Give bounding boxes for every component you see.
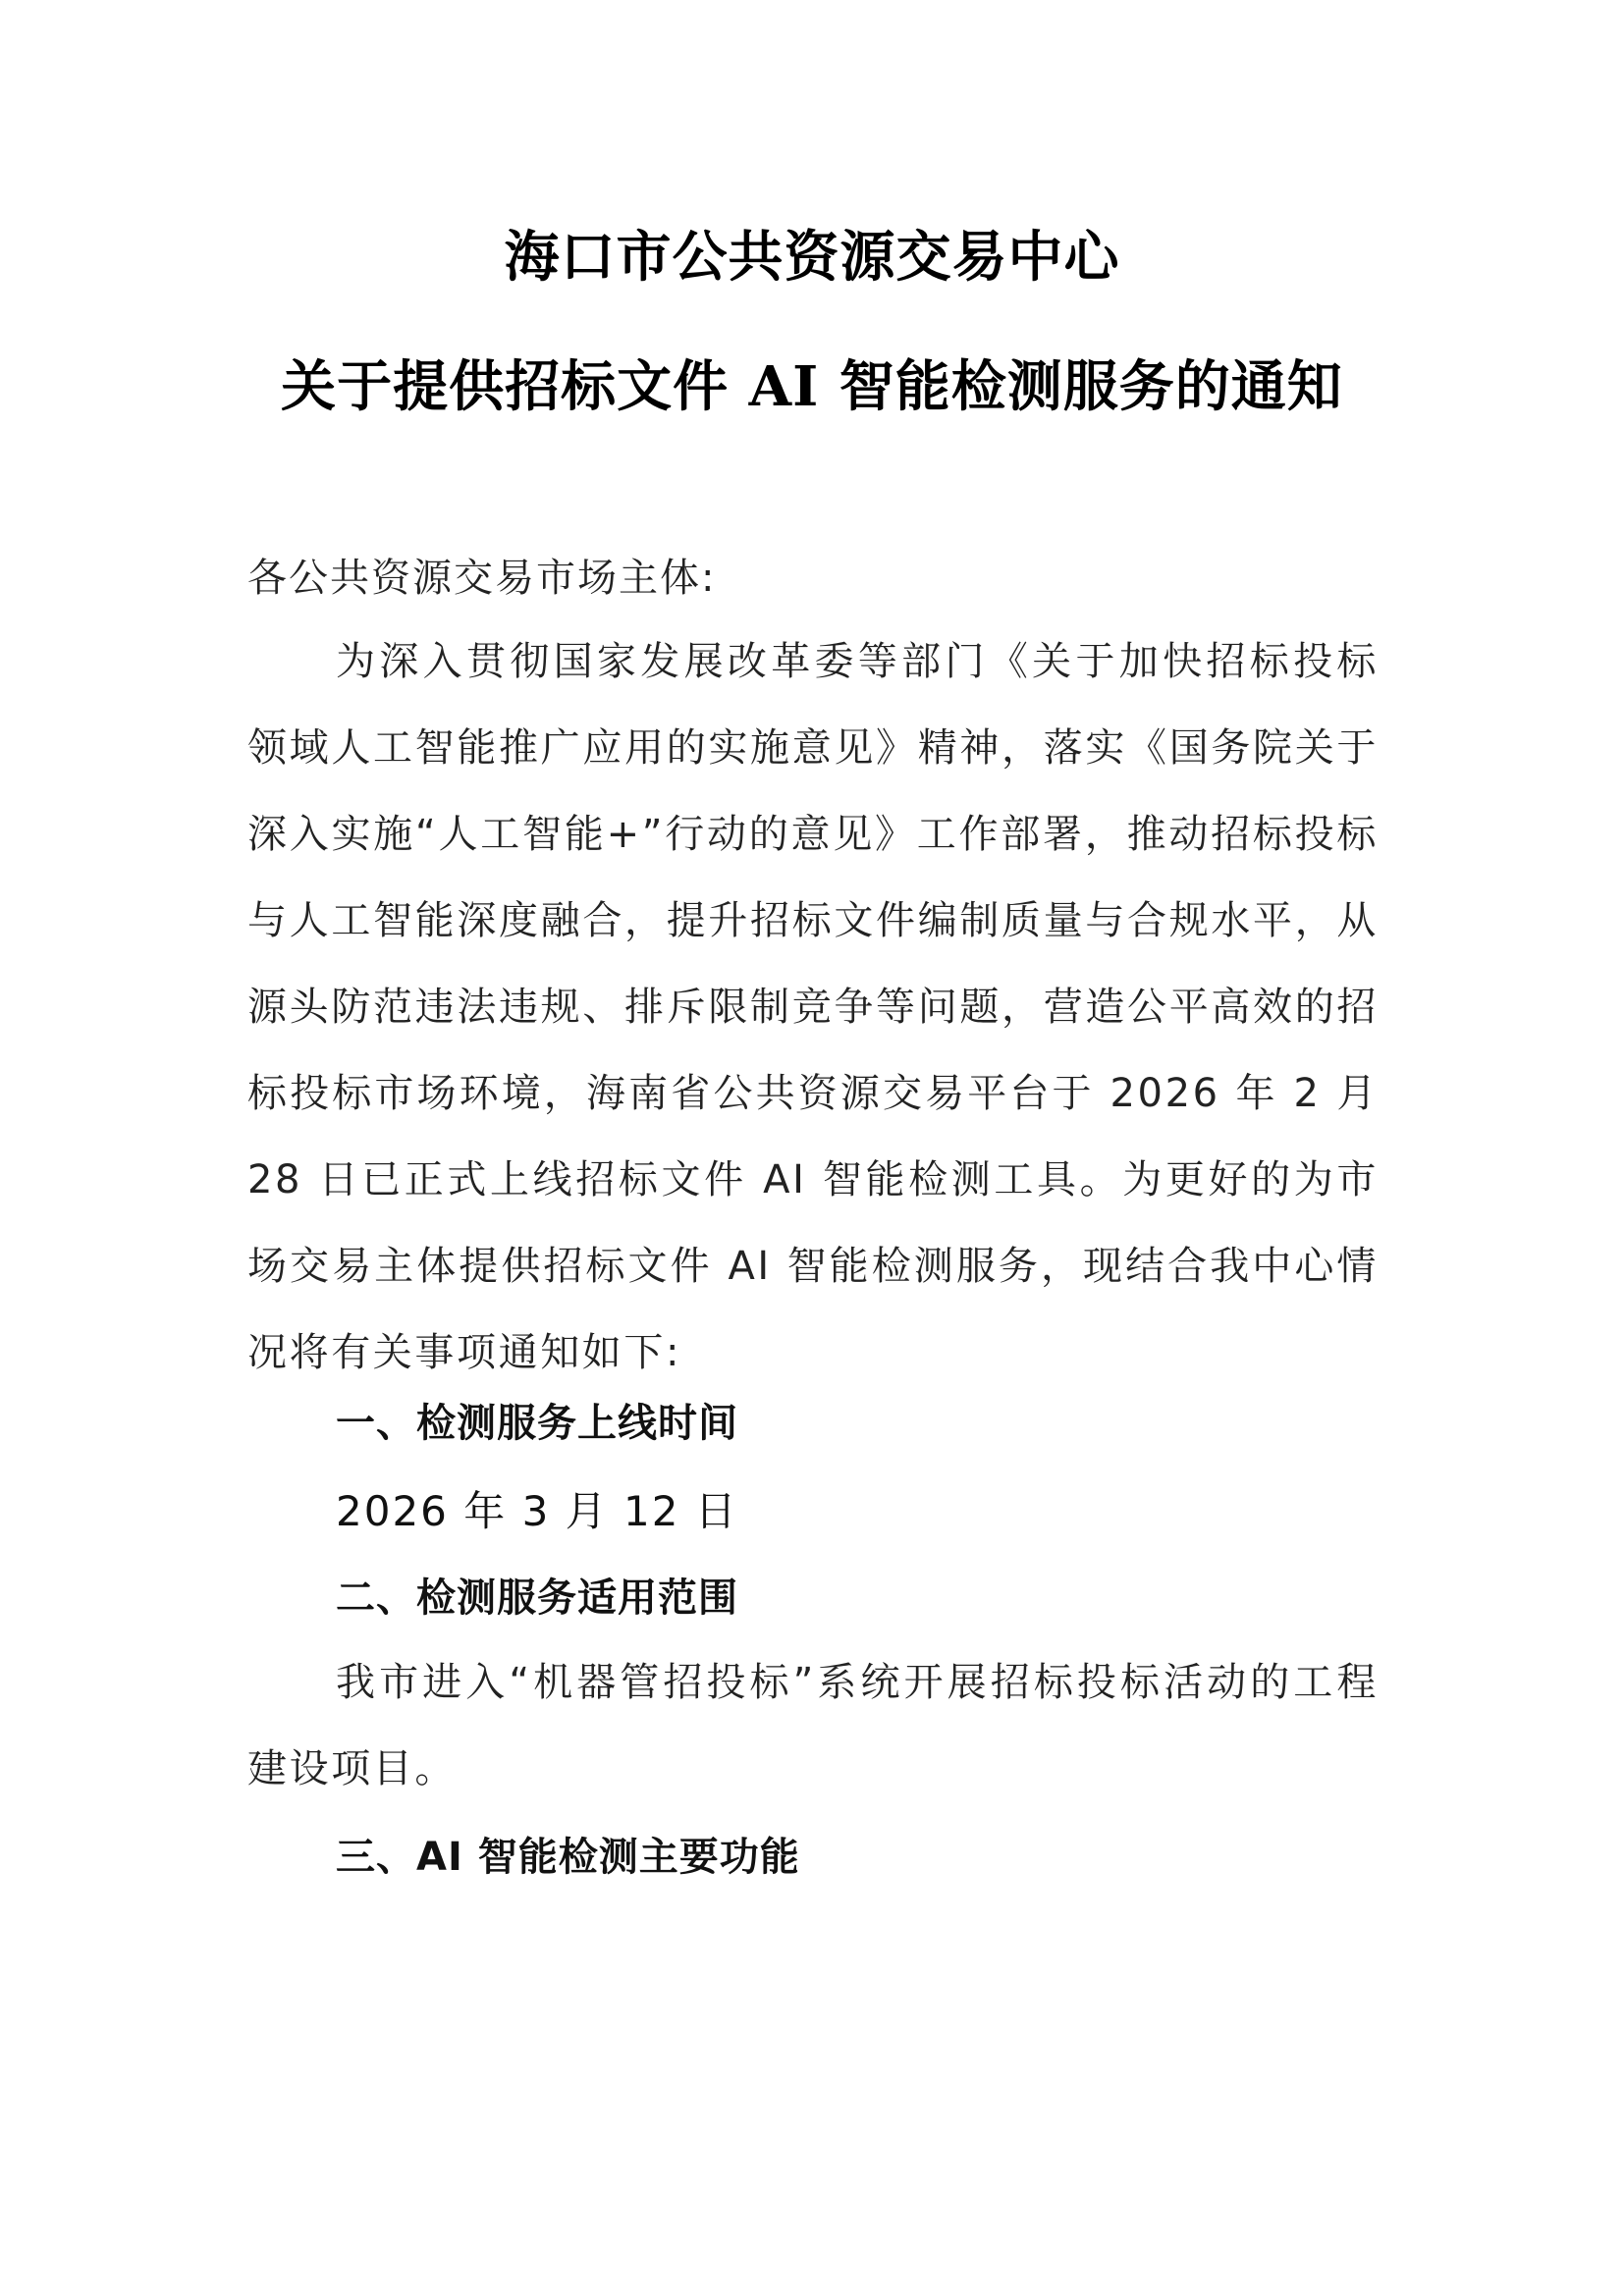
salutation: 各公共资源交易市场主体: (247, 556, 717, 601)
launch-date: 2026 年 3 月 12 日 (336, 1487, 738, 1535)
section-three-heading: 三、AI 智能检测主要功能 (336, 1835, 800, 1880)
section-two-heading: 二、检测服务适用范围 (336, 1575, 738, 1621)
scope-paragraph: 我市进入“机器管招投标”系统开展招标投标活动的工程建设项目。 (247, 1660, 1379, 1791)
document-title-line2: 关于提供招标文件 AI 智能检测服务的通知 (281, 354, 1343, 419)
section-one-heading: 一、检测服务上线时间 (336, 1401, 738, 1446)
intro-paragraph: 为深入贯彻国家发展改革委等部门《关于加快招标投标领域人工智能推广应用的实施意见》精神，落实《国务院关于深入实施“人工智能+”行动的意见》工作部署，推动招标投标与人工智能深度融合，提升招标文件编制质量与合规水平，从源头防范违法违规、排斥限制竞争等问题，营造公平高效的招标投标市场环境，海南省公共资源交易平台于 2026 年 2 月 28 日已正式上线招标文件 AI 智能检测工具。为更好的为市场交易主体提供招标文件 AI 智能检测服务，现结合我中心情况将有关事项通知如下: (247, 639, 1379, 1375)
document-title-line1: 海口市公共资源交易中心 (504, 225, 1120, 290)
